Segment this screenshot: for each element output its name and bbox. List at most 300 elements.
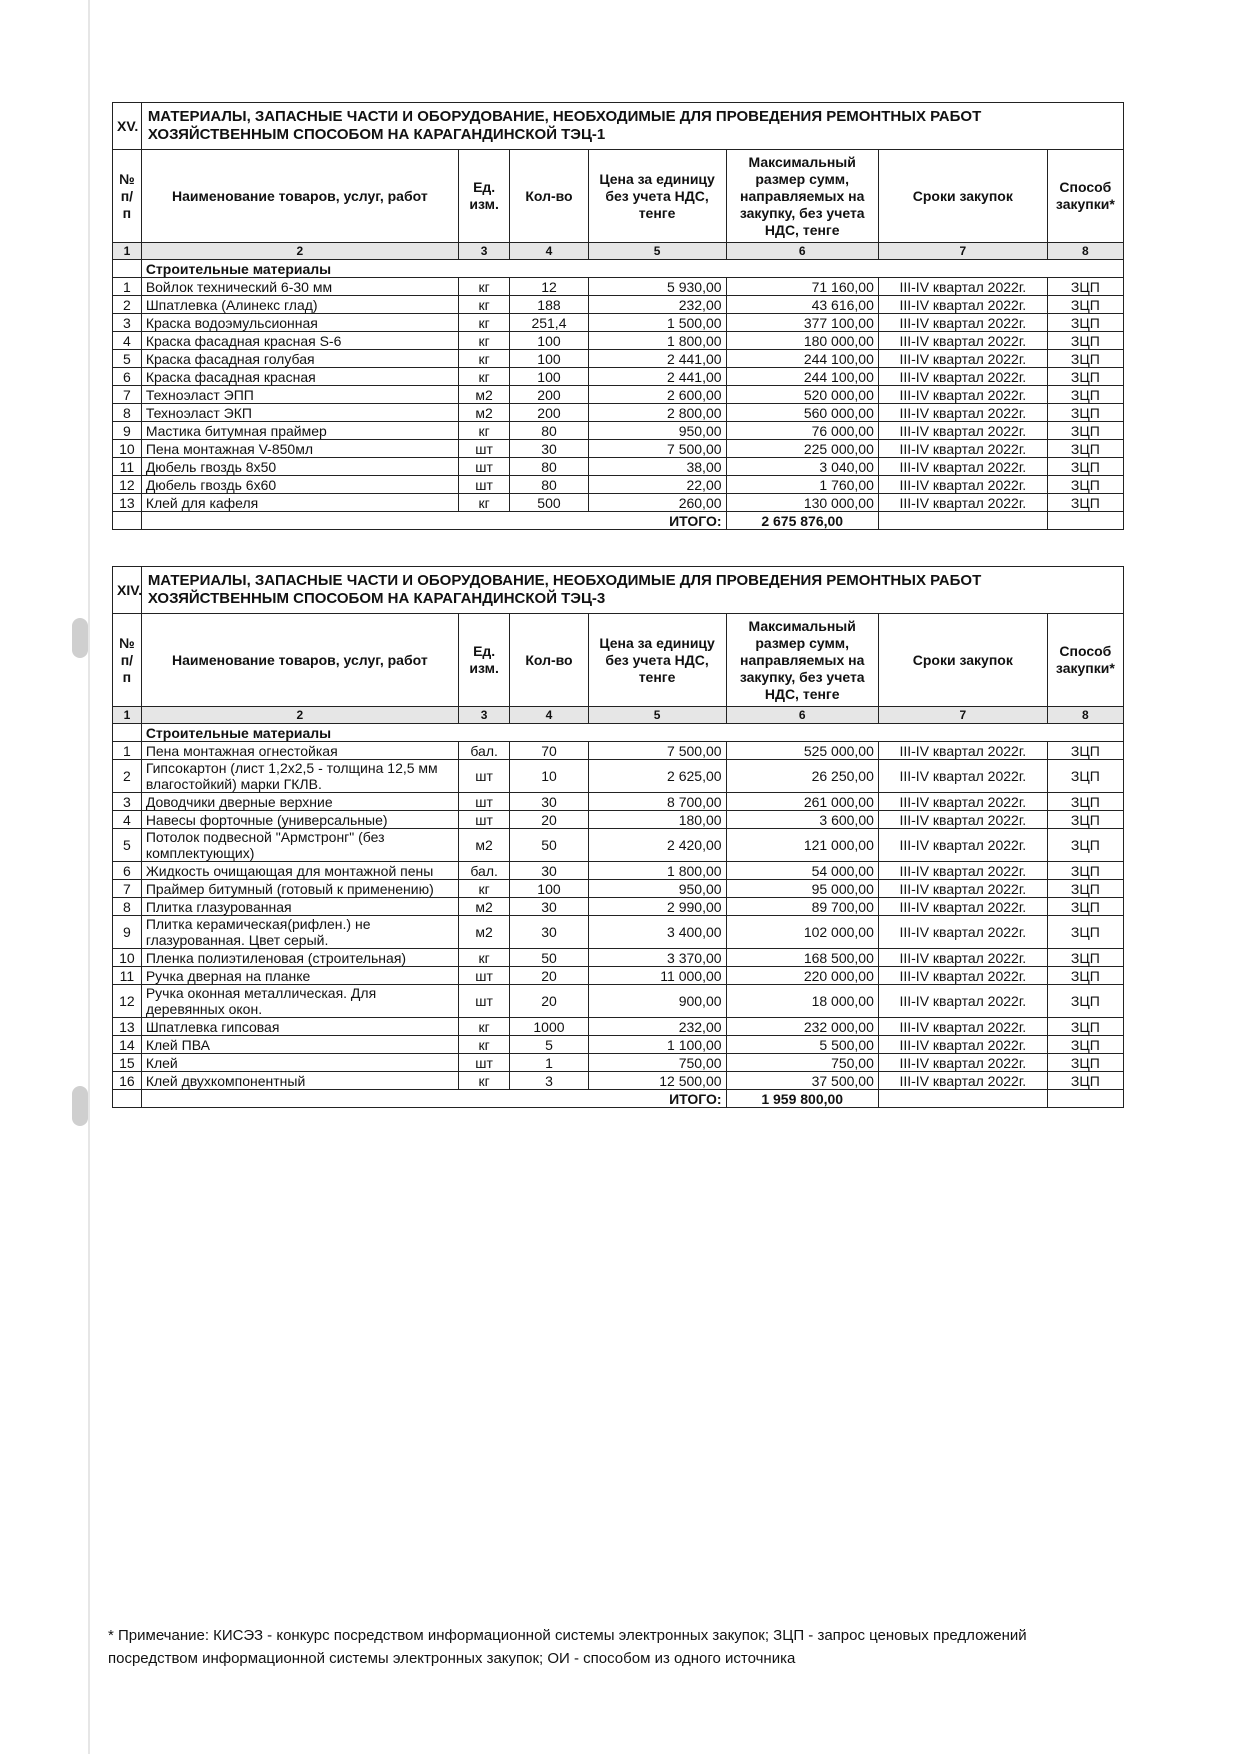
punch-hole xyxy=(72,1086,88,1126)
footnote: * Примечание: КИСЭЗ - конкурс посредством информационной системы электронных закупок; ЗЦП - запрос ценовых предложений посредством информационной системы электронных закупок; ОИ - способом из одного источника xyxy=(108,1627,1027,1667)
table-cell: 3 600,00 xyxy=(726,811,878,829)
table-cell: 1 760,00 xyxy=(726,476,878,494)
column-header-row xyxy=(113,614,1124,707)
table-cell: 7 500,00 xyxy=(588,440,726,458)
table-cell: 37 500,00 xyxy=(726,1072,878,1090)
table-cell: бал. xyxy=(458,742,509,760)
column-header: Наименование товаров, услуг, работ xyxy=(141,150,458,243)
table-cell: 5 500,00 xyxy=(726,1036,878,1054)
table-cell: 2 xyxy=(113,296,142,314)
table-row xyxy=(113,404,1124,422)
table-cell: шт xyxy=(458,476,509,494)
table-cell: ЗЦП xyxy=(1047,350,1123,368)
table-cell: кг xyxy=(458,332,509,350)
section-tec3 xyxy=(112,566,1124,1108)
table-cell: ЗЦП xyxy=(1047,296,1123,314)
column-number: 4 xyxy=(510,243,588,260)
table-cell: 14 xyxy=(113,1036,142,1054)
table-cell: ЗЦП xyxy=(1047,386,1123,404)
table-cell: 3 xyxy=(510,1072,588,1090)
table-cell: кг xyxy=(458,1018,509,1036)
table-cell: 10 xyxy=(113,440,142,458)
table-cell: ЗЦП xyxy=(1047,967,1123,985)
column-number: 6 xyxy=(726,707,878,724)
table-cell: III-IV квартал 2022г. xyxy=(878,476,1047,494)
section-title: МАТЕРИАЛЫ, ЗАПАСНЫЕ ЧАСТИ И ОБОРУДОВАНИЕ, НЕОБХОДИМЫЕ ДЛЯ ПРОВЕДЕНИЯ РЕМОНТНЫХ РАБОТ ХОЗЯЙСТВЕННЫМ СПОСОБОМ НА КАРАГАНДИНСКОЙ ТЭЦ-1 xyxy=(141,103,1123,150)
table-cell: 30 xyxy=(510,898,588,916)
column-number: 2 xyxy=(141,707,458,724)
column-header: № п/п xyxy=(113,150,142,243)
table-cell: 260,00 xyxy=(588,494,726,512)
table-cell: 11 xyxy=(113,458,142,476)
table-cell: 80 xyxy=(510,476,588,494)
table-cell: 750,00 xyxy=(588,1054,726,1072)
table-cell: Дюбель гвоздь 6х60 xyxy=(141,476,458,494)
table-cell: 13 xyxy=(113,1018,142,1036)
table-cell: 100 xyxy=(510,350,588,368)
table-cell: Пена монтажная V-850мл xyxy=(141,440,458,458)
category-spacer xyxy=(113,260,142,278)
table-cell: 12 xyxy=(113,985,142,1018)
table-cell: 525 000,00 xyxy=(726,742,878,760)
table-cell: шт xyxy=(458,760,509,793)
table-cell: 130 000,00 xyxy=(726,494,878,512)
table-cell: 121 000,00 xyxy=(726,829,878,862)
column-header: Сроки закупок xyxy=(878,150,1047,243)
table-cell: Дюбель гвоздь 8х50 xyxy=(141,458,458,476)
column-header: Максимальный размер сумм, направляемых на закупку, без учета НДС, тенге xyxy=(726,614,878,707)
table-cell: ЗЦП xyxy=(1047,985,1123,1018)
table-cell: 7 500,00 xyxy=(588,742,726,760)
column-number: 5 xyxy=(588,243,726,260)
table-cell: ЗЦП xyxy=(1047,1018,1123,1036)
column-number: 7 xyxy=(878,707,1047,724)
column-number: 8 xyxy=(1047,707,1123,724)
table-row xyxy=(113,494,1124,512)
punch-hole xyxy=(72,618,88,658)
table-cell: III-IV квартал 2022г. xyxy=(878,422,1047,440)
table-cell: м2 xyxy=(458,404,509,422)
section-number: XIV. xyxy=(113,567,142,614)
table-cell: 3 xyxy=(113,314,142,332)
table-cell: III-IV квартал 2022г. xyxy=(878,898,1047,916)
table-cell: III-IV квартал 2022г. xyxy=(878,916,1047,949)
table-cell: 1 500,00 xyxy=(588,314,726,332)
table-cell: Техноэласт ЭКП xyxy=(141,404,458,422)
table-cell: Техноэласт ЭПП xyxy=(141,386,458,404)
table-cell: ЗЦП xyxy=(1047,404,1123,422)
table-cell: 1 100,00 xyxy=(588,1036,726,1054)
table-cell: 4 xyxy=(113,811,142,829)
table-cell: 1 xyxy=(113,278,142,296)
table-cell: 261 000,00 xyxy=(726,793,878,811)
table-cell: 11 000,00 xyxy=(588,967,726,985)
table-row xyxy=(113,949,1124,967)
table-cell: 200 xyxy=(510,404,588,422)
table-row xyxy=(113,742,1124,760)
table-row xyxy=(113,829,1124,862)
total-label: ИТОГО: xyxy=(141,512,726,530)
table-cell: Плитка глазурованная xyxy=(141,898,458,916)
table-cell: Шпатлевка гипсовая xyxy=(141,1018,458,1036)
table-row xyxy=(113,368,1124,386)
table-cell: ЗЦП xyxy=(1047,916,1123,949)
table-cell: Потолок подвесной "Армстронг" (без комплектующих) xyxy=(141,829,458,862)
total-spacer xyxy=(113,512,142,530)
table-cell: кг xyxy=(458,296,509,314)
table-cell: кг xyxy=(458,880,509,898)
table-row xyxy=(113,793,1124,811)
table-cell: 244 100,00 xyxy=(726,368,878,386)
column-header-row xyxy=(113,150,1124,243)
total-spacer xyxy=(1047,512,1123,530)
column-number: 6 xyxy=(726,243,878,260)
column-number: 1 xyxy=(113,243,142,260)
table-cell: кг xyxy=(458,1072,509,1090)
table-row xyxy=(113,862,1124,880)
column-number: 3 xyxy=(458,243,509,260)
column-header: Наименование товаров, услуг, работ xyxy=(141,614,458,707)
table-cell: 9 xyxy=(113,916,142,949)
table-cell: III-IV квартал 2022г. xyxy=(878,386,1047,404)
table-row xyxy=(113,1054,1124,1072)
table-cell: кг xyxy=(458,949,509,967)
table-cell: 5 930,00 xyxy=(588,278,726,296)
table-cell: 750,00 xyxy=(726,1054,878,1072)
table-cell: кг xyxy=(458,422,509,440)
table-cell: 2 xyxy=(113,760,142,793)
section-header-row xyxy=(113,567,1124,614)
table-cell: III-IV квартал 2022г. xyxy=(878,350,1047,368)
table-row xyxy=(113,1072,1124,1090)
table-cell: кг xyxy=(458,278,509,296)
table-cell: 102 000,00 xyxy=(726,916,878,949)
column-number: 7 xyxy=(878,243,1047,260)
table-cell: 1 xyxy=(113,742,142,760)
table-cell: шт xyxy=(458,811,509,829)
table-cell: 12 xyxy=(113,476,142,494)
table-cell: Пленка полиэтиленовая (строительная) xyxy=(141,949,458,967)
table-cell: 2 420,00 xyxy=(588,829,726,862)
total-spacer xyxy=(878,1090,1047,1108)
table-cell: м2 xyxy=(458,898,509,916)
table-row xyxy=(113,440,1124,458)
category-label: Строительные материалы xyxy=(141,724,1123,742)
table-cell: III-IV квартал 2022г. xyxy=(878,760,1047,793)
table-cell: 560 000,00 xyxy=(726,404,878,422)
column-number-row xyxy=(113,707,1124,724)
table-cell: Краска водоэмульсионная xyxy=(141,314,458,332)
table-cell: ЗЦП xyxy=(1047,440,1123,458)
table-cell: 22,00 xyxy=(588,476,726,494)
total-label: ИТОГО: xyxy=(141,1090,726,1108)
table-row xyxy=(113,350,1124,368)
table-cell: 76 000,00 xyxy=(726,422,878,440)
section-title: МАТЕРИАЛЫ, ЗАПАСНЫЕ ЧАСТИ И ОБОРУДОВАНИЕ, НЕОБХОДИМЫЕ ДЛЯ ПРОВЕДЕНИЯ РЕМОНТНЫХ РАБОТ ХОЗЯЙСТВЕННЫМ СПОСОБОМ НА КАРАГАНДИНСКОЙ ТЭЦ-3 xyxy=(141,567,1123,614)
table-row xyxy=(113,985,1124,1018)
table-cell: 13 xyxy=(113,494,142,512)
column-number: 2 xyxy=(141,243,458,260)
table-cell: 8 700,00 xyxy=(588,793,726,811)
procurement-table xyxy=(112,102,1124,530)
table-cell: 2 990,00 xyxy=(588,898,726,916)
table-row xyxy=(113,1036,1124,1054)
column-header: Сроки закупок xyxy=(878,614,1047,707)
table-row xyxy=(113,296,1124,314)
table-cell: 80 xyxy=(510,422,588,440)
table-cell: 43 616,00 xyxy=(726,296,878,314)
table-cell: 100 xyxy=(510,332,588,350)
table-cell: ЗЦП xyxy=(1047,368,1123,386)
table-cell: 3 370,00 xyxy=(588,949,726,967)
table-cell: III-IV квартал 2022г. xyxy=(878,332,1047,350)
table-cell: III-IV квартал 2022г. xyxy=(878,278,1047,296)
table-cell: Войлок технический 6-30 мм xyxy=(141,278,458,296)
table-cell: шт xyxy=(458,458,509,476)
column-header: № п/п xyxy=(113,614,142,707)
total-value: 2 675 876,00 xyxy=(726,512,878,530)
table-cell: 8 xyxy=(113,898,142,916)
table-cell: 232 000,00 xyxy=(726,1018,878,1036)
table-row xyxy=(113,967,1124,985)
table-cell: 500 xyxy=(510,494,588,512)
table-cell: 5 xyxy=(113,350,142,368)
table-cell: Мастика битумная праймер xyxy=(141,422,458,440)
table-cell: 71 160,00 xyxy=(726,278,878,296)
total-spacer xyxy=(878,512,1047,530)
table-cell: III-IV квартал 2022г. xyxy=(878,1036,1047,1054)
table-cell: 180 000,00 xyxy=(726,332,878,350)
table-cell: 95 000,00 xyxy=(726,880,878,898)
table-cell: 950,00 xyxy=(588,422,726,440)
table-row xyxy=(113,1018,1124,1036)
table-row xyxy=(113,898,1124,916)
total-row xyxy=(113,1090,1124,1108)
category-row xyxy=(113,260,1124,278)
table-cell: 180,00 xyxy=(588,811,726,829)
table-cell: III-IV квартал 2022г. xyxy=(878,404,1047,422)
table-cell: 20 xyxy=(510,985,588,1018)
table-row xyxy=(113,278,1124,296)
category-row xyxy=(113,724,1124,742)
table-cell: III-IV квартал 2022г. xyxy=(878,949,1047,967)
table-cell: Клей для кафеля xyxy=(141,494,458,512)
table-cell: ЗЦП xyxy=(1047,793,1123,811)
table-cell: 3 xyxy=(113,793,142,811)
table-cell: 10 xyxy=(510,760,588,793)
table-cell: Доводчики дверные верхние xyxy=(141,793,458,811)
table-row xyxy=(113,811,1124,829)
table-cell: 7 xyxy=(113,386,142,404)
table-cell: шт xyxy=(458,440,509,458)
table-cell: м2 xyxy=(458,916,509,949)
table-cell: 950,00 xyxy=(588,880,726,898)
table-row xyxy=(113,916,1124,949)
table-cell: III-IV квартал 2022г. xyxy=(878,1072,1047,1090)
table-cell: 11 xyxy=(113,967,142,985)
column-header: Способ закупки* xyxy=(1047,614,1123,707)
table-cell: 10 xyxy=(113,949,142,967)
table-cell: 6 xyxy=(113,862,142,880)
column-header: Цена за единицу без учета НДС, тенге xyxy=(588,150,726,243)
table-cell: III-IV квартал 2022г. xyxy=(878,793,1047,811)
table-cell: ЗЦП xyxy=(1047,811,1123,829)
column-header: Максимальный размер сумм, направляемых на закупку, без учета НДС, тенге xyxy=(726,150,878,243)
table-cell: 168 500,00 xyxy=(726,949,878,967)
table-cell: 3 040,00 xyxy=(726,458,878,476)
table-cell: 251,4 xyxy=(510,314,588,332)
table-cell: 20 xyxy=(510,811,588,829)
table-cell: III-IV квартал 2022г. xyxy=(878,458,1047,476)
table-cell: ЗЦП xyxy=(1047,829,1123,862)
table-cell: Навесы форточные (универсальные) xyxy=(141,811,458,829)
table-cell: шт xyxy=(458,967,509,985)
table-cell: 20 xyxy=(510,967,588,985)
total-spacer xyxy=(1047,1090,1123,1108)
table-cell: ЗЦП xyxy=(1047,332,1123,350)
table-cell: м2 xyxy=(458,829,509,862)
table-cell: ЗЦП xyxy=(1047,880,1123,898)
table-cell: III-IV квартал 2022г. xyxy=(878,742,1047,760)
table-cell: III-IV квартал 2022г. xyxy=(878,829,1047,862)
table-cell: ЗЦП xyxy=(1047,1072,1123,1090)
table-cell: ЗЦП xyxy=(1047,278,1123,296)
table-cell: III-IV квартал 2022г. xyxy=(878,296,1047,314)
table-cell: 225 000,00 xyxy=(726,440,878,458)
column-number: 5 xyxy=(588,707,726,724)
section-tec1 xyxy=(112,102,1124,530)
table-cell: 100 xyxy=(510,368,588,386)
table-row xyxy=(113,314,1124,332)
table-cell: кг xyxy=(458,1036,509,1054)
table-cell: шт xyxy=(458,793,509,811)
table-cell: Краска фасадная красная xyxy=(141,368,458,386)
table-row xyxy=(113,476,1124,494)
table-cell: 3 400,00 xyxy=(588,916,726,949)
column-header: Цена за единицу без учета НДС, тенге xyxy=(588,614,726,707)
table-cell: Клей двухкомпонентный xyxy=(141,1072,458,1090)
table-cell: 18 000,00 xyxy=(726,985,878,1018)
table-cell: кг xyxy=(458,494,509,512)
table-cell: 232,00 xyxy=(588,296,726,314)
total-value: 1 959 800,00 xyxy=(726,1090,878,1108)
scan-edge xyxy=(88,0,90,1754)
table-cell: Краска фасадная голубая xyxy=(141,350,458,368)
table-cell: 1000 xyxy=(510,1018,588,1036)
table-cell: ЗЦП xyxy=(1047,862,1123,880)
column-header: Кол-во xyxy=(510,614,588,707)
table-cell: кг xyxy=(458,368,509,386)
table-cell: III-IV квартал 2022г. xyxy=(878,985,1047,1018)
table-row xyxy=(113,422,1124,440)
table-cell: ЗЦП xyxy=(1047,949,1123,967)
category-label: Строительные материалы xyxy=(141,260,1123,278)
column-number-row xyxy=(113,243,1124,260)
table-cell: III-IV квартал 2022г. xyxy=(878,811,1047,829)
table-cell: 70 xyxy=(510,742,588,760)
category-spacer xyxy=(113,724,142,742)
table-cell: III-IV квартал 2022г. xyxy=(878,314,1047,332)
column-number: 4 xyxy=(510,707,588,724)
table-cell: 30 xyxy=(510,440,588,458)
column-number: 8 xyxy=(1047,243,1123,260)
table-cell: Жидкость очищающая для монтажной пены xyxy=(141,862,458,880)
table-cell: 2 441,00 xyxy=(588,350,726,368)
column-header: Способ закупки* xyxy=(1047,150,1123,243)
table-cell: III-IV квартал 2022г. xyxy=(878,1018,1047,1036)
table-cell: 54 000,00 xyxy=(726,862,878,880)
table-cell: 232,00 xyxy=(588,1018,726,1036)
table-cell: ЗЦП xyxy=(1047,898,1123,916)
table-cell: бал. xyxy=(458,862,509,880)
table-cell: 26 250,00 xyxy=(726,760,878,793)
table-cell: Шпатлевка (Алинекс глад) xyxy=(141,296,458,314)
table-cell: 80 xyxy=(510,458,588,476)
table-cell: 200 xyxy=(510,386,588,404)
table-cell: кг xyxy=(458,314,509,332)
table-cell: 1 800,00 xyxy=(588,332,726,350)
table-cell: 30 xyxy=(510,916,588,949)
table-cell: 5 xyxy=(113,829,142,862)
table-cell: 12 xyxy=(510,278,588,296)
table-cell: 7 xyxy=(113,880,142,898)
table-cell: III-IV квартал 2022г. xyxy=(878,862,1047,880)
section-number: XV. xyxy=(113,103,142,150)
column-number: 3 xyxy=(458,707,509,724)
table-cell: 9 xyxy=(113,422,142,440)
table-cell: Гипсокартон (лист 1,2х2,5 - толщина 12,5 мм влагостойкий) марки ГКЛВ. xyxy=(141,760,458,793)
table-cell: 2 625,00 xyxy=(588,760,726,793)
table-cell: III-IV квартал 2022г. xyxy=(878,967,1047,985)
table-cell: ЗЦП xyxy=(1047,1054,1123,1072)
table-cell: шт xyxy=(458,985,509,1018)
table-cell: ЗЦП xyxy=(1047,422,1123,440)
table-cell: 50 xyxy=(510,829,588,862)
column-header: Кол-во xyxy=(510,150,588,243)
table-row xyxy=(113,880,1124,898)
table-cell: 520 000,00 xyxy=(726,386,878,404)
table-cell: Праймер битумный (готовый к применению) xyxy=(141,880,458,898)
table-cell: III-IV квартал 2022г. xyxy=(878,368,1047,386)
table-cell: 30 xyxy=(510,862,588,880)
table-cell: ЗЦП xyxy=(1047,476,1123,494)
table-cell: 4 xyxy=(113,332,142,350)
table-cell: 5 xyxy=(510,1036,588,1054)
table-cell: 89 700,00 xyxy=(726,898,878,916)
section-header-row xyxy=(113,103,1124,150)
table-cell: 1 800,00 xyxy=(588,862,726,880)
table-cell: 6 xyxy=(113,368,142,386)
table-cell: ЗЦП xyxy=(1047,1036,1123,1054)
table-cell: 50 xyxy=(510,949,588,967)
table-cell: III-IV квартал 2022г. xyxy=(878,440,1047,458)
table-cell: 1 xyxy=(510,1054,588,1072)
column-header: Ед. изм. xyxy=(458,150,509,243)
table-cell: Клей ПВА xyxy=(141,1036,458,1054)
table-cell: 244 100,00 xyxy=(726,350,878,368)
table-cell: 16 xyxy=(113,1072,142,1090)
table-row xyxy=(113,760,1124,793)
table-row xyxy=(113,332,1124,350)
table-cell: ЗЦП xyxy=(1047,494,1123,512)
total-spacer xyxy=(113,1090,142,1108)
table-cell: 2 600,00 xyxy=(588,386,726,404)
table-row xyxy=(113,386,1124,404)
total-row xyxy=(113,512,1124,530)
table-cell: Плитка керамическая(рифлен.) не глазурованная. Цвет серый. xyxy=(141,916,458,949)
table-cell: Ручка оконная металлическая. Для деревянных окон. xyxy=(141,985,458,1018)
table-cell: м2 xyxy=(458,386,509,404)
